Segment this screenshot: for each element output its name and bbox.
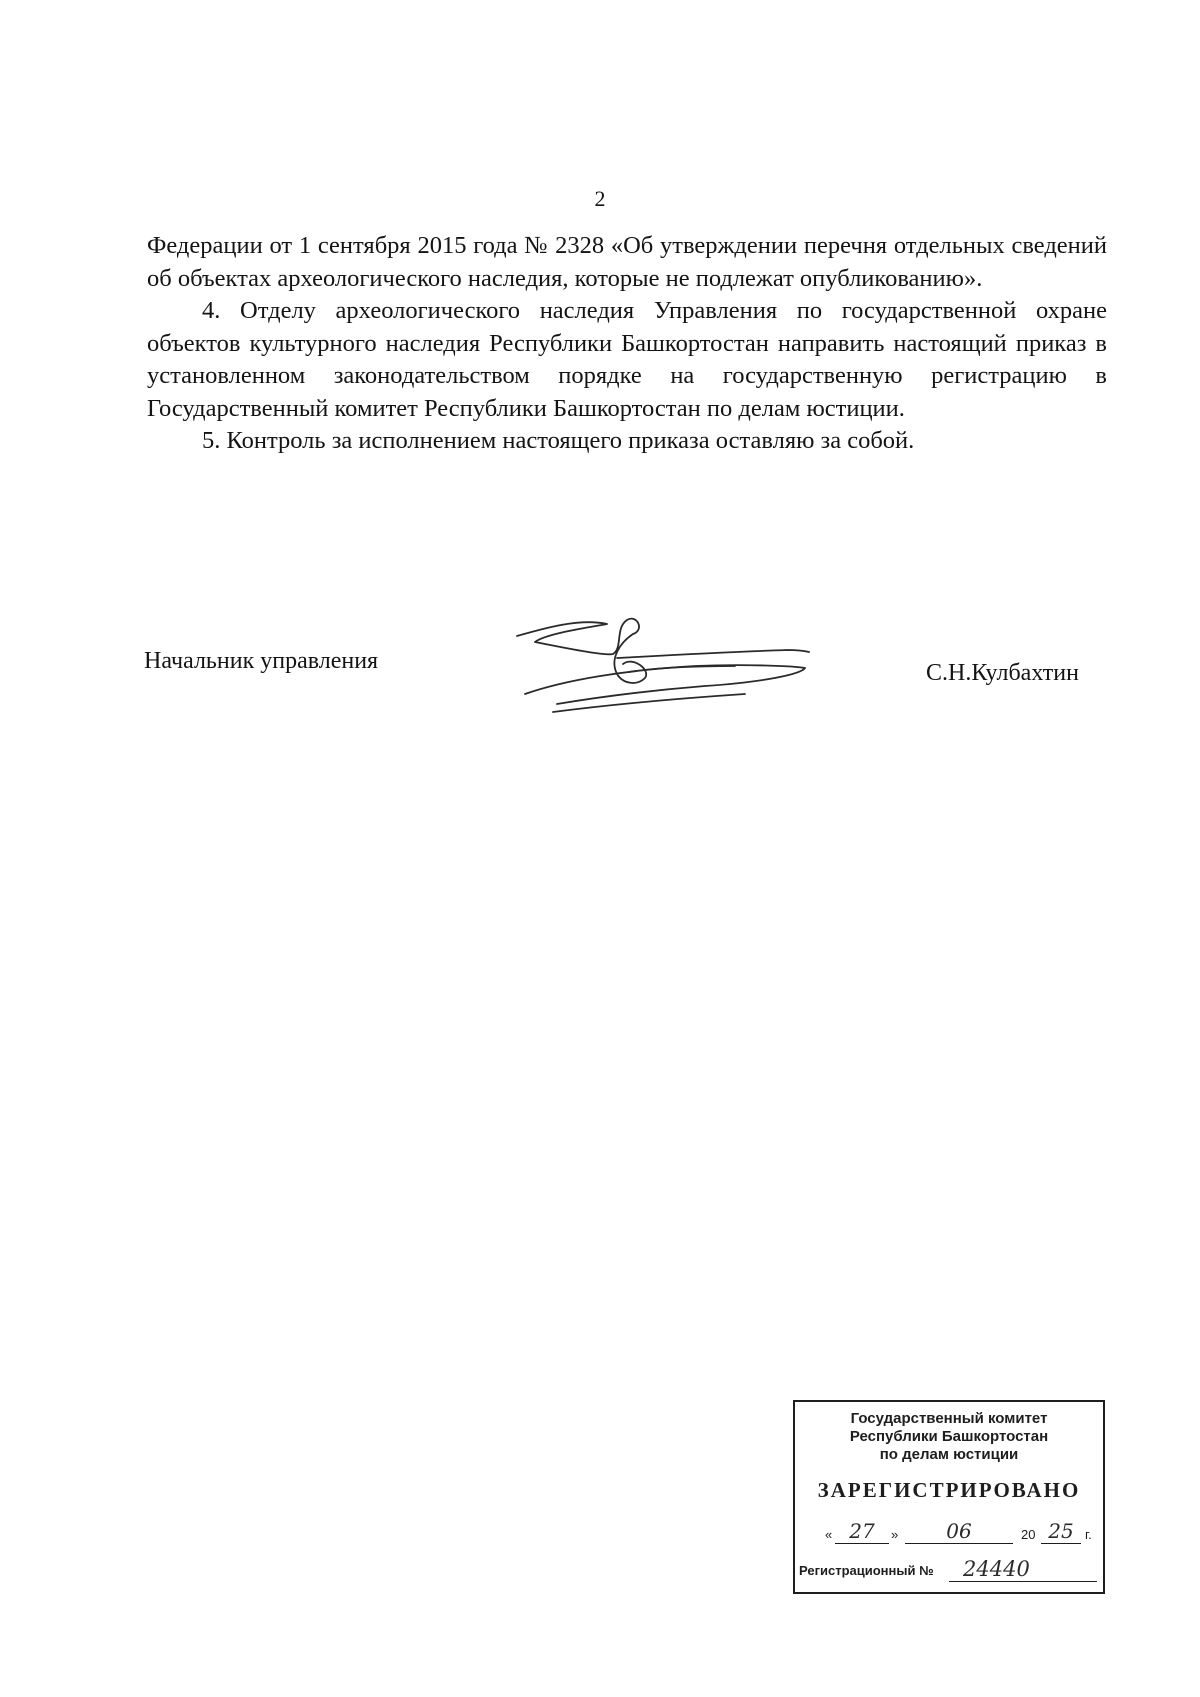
position-title: Начальник управления: [144, 648, 379, 674]
paragraph-continuation: Федерации от 1 сентября 2015 года № 2328 «Об утверждении перечня отдельных сведений об объектах археологического наследия, которые не подлежат опубликованию».: [147, 232, 1107, 292]
date-month: 06: [905, 1519, 1013, 1544]
signer-name: С.Н.Кулбахтин: [926, 660, 1079, 686]
date-suffix: г.: [1085, 1527, 1092, 1542]
stamp-title: ЗАРЕГИСТРИРОВАНО: [817, 1478, 1081, 1502]
date-quote-close: »: [891, 1527, 899, 1542]
stamp-org-name: [795, 1410, 1103, 1464]
registration-stamp: [793, 1400, 1105, 1594]
stamp-org-line: Республики Башкортостан: [849, 1428, 1049, 1445]
reg-label: Регистрационный №: [799, 1563, 934, 1578]
date-day: 27: [835, 1519, 889, 1544]
date-quote-open: «: [825, 1527, 833, 1542]
document-body: [147, 230, 1107, 458]
date-year: 25: [1041, 1519, 1081, 1544]
stamp-registration: [799, 1554, 1099, 1584]
paragraph-item-5: 5. Контроль за исполнением настоящего приказа оставляю за собой.: [202, 427, 915, 454]
signature-block: [0, 600, 1200, 720]
page-number: 2: [594, 186, 606, 211]
stamp-date: [825, 1512, 1095, 1546]
handwritten-signature: [505, 608, 875, 720]
reg-number: 24440: [949, 1557, 1097, 1582]
paragraph-item-4: 4. Отделу археологического наследия Управления по государственной охране объектов культурного наследия Республики Башкортостан направить настоящий приказ в установленном законодательством порядке на государственную регистрацию в Государственный комитет Республики Башкортостан по делам юстиции.: [147, 297, 1107, 422]
stamp-org-line: по делам юстиции: [879, 1446, 1019, 1463]
stamp-org-line: Государственный комитет: [850, 1410, 1048, 1427]
date-century: 20: [1021, 1527, 1036, 1542]
